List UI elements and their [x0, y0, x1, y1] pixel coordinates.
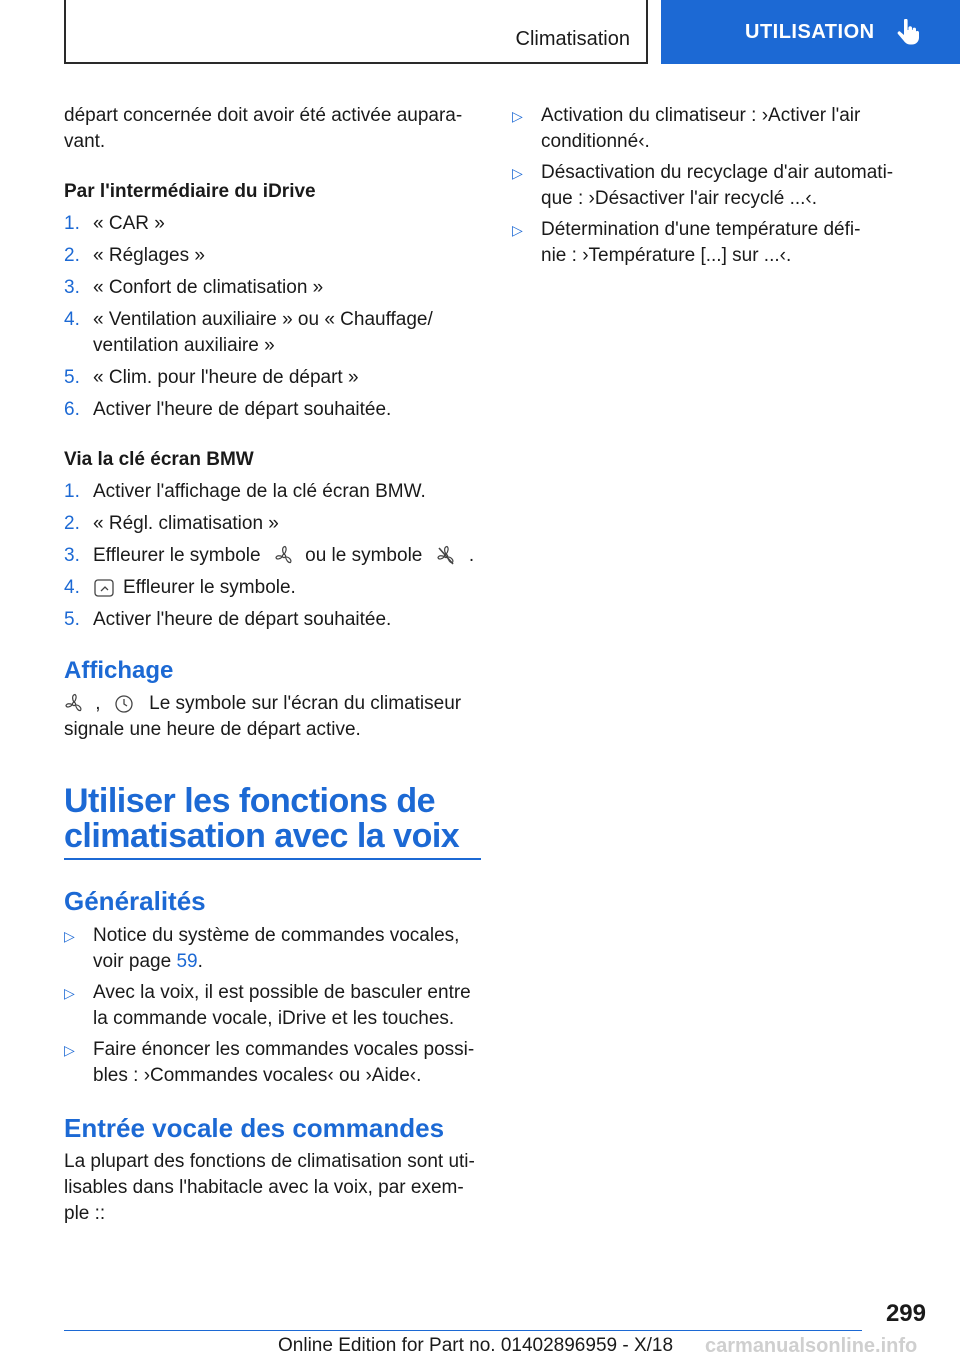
entry-line-1: La plupart des fonctions de climatisation sont uti- [64, 1151, 475, 1172]
step-number: 4. [64, 577, 80, 598]
step-text: « Réglages » [93, 245, 205, 266]
bullet-text: Notice du système de commandes vocales, [93, 925, 460, 946]
step-text [93, 575, 296, 601]
triangle-bullet-icon: ▷ [512, 222, 523, 238]
display-line-1 [64, 691, 461, 717]
chapter-tab[interactable] [661, 0, 960, 64]
entry-line-3: ple :: [64, 1203, 106, 1224]
voice-title-line-1: Utiliser les fonctions de [64, 782, 436, 820]
page-number: 299 [885, 1300, 926, 1327]
display-line-2: signale une heure de départ active. [64, 719, 361, 740]
bullet-text [93, 949, 203, 975]
display-heading: Affichage [64, 657, 174, 684]
triangle-bullet-icon: ▷ [64, 985, 75, 1001]
step-text: « Régl. climatisation » [93, 513, 279, 534]
section-title: Climatisation [515, 28, 630, 50]
bullet-text-part: . [197, 951, 203, 972]
bullet-text: bles : ›Commandes vocales‹ ou ›Aide‹. [93, 1065, 422, 1086]
bullet-text: conditionné‹. [541, 131, 650, 152]
bullet-text: nie : ›Température [...] sur ...‹. [541, 245, 792, 266]
step-number: 1. [64, 481, 80, 502]
voice-title-line-2: climatisation avec la voix [64, 817, 460, 855]
intro-line-2: vant. [64, 131, 106, 152]
bullet-text: Activation du climatiseur : ›Activer l'air [541, 105, 861, 126]
step-number: 5. [64, 609, 80, 630]
triangle-bullet-icon: ▷ [64, 928, 75, 944]
step-text: « CAR » [93, 213, 165, 234]
step-number: 4. [64, 309, 80, 330]
entry-line-2: lisables dans l'habitacle avec la voix, par exem- [64, 1177, 464, 1198]
step-number: 3. [64, 545, 80, 566]
title-underline [64, 858, 481, 860]
step-number: 2. [64, 513, 80, 534]
step-text: Activer l'heure de départ souhaitée. [93, 609, 392, 630]
step-text: « Clim. pour l'heure de départ » [93, 367, 359, 388]
bullet-text: la commande vocale, iDrive et les touches. [93, 1008, 455, 1029]
bullet-text-part: voir page [93, 951, 172, 972]
watermark: carmanualsonline.info [705, 1335, 918, 1357]
step-text-part: Effleurer le symbole [93, 545, 261, 566]
intro-line-1: départ concernée doit avoir été activée aupara- [64, 105, 463, 126]
display-text: Le symbole sur l'écran du climatiseur [149, 693, 462, 714]
bullet-text: Avec la voix, il est possible de basculer entre [93, 982, 471, 1003]
chapter-tab-label: UTILISATION [745, 20, 875, 43]
step-text: ventilation auxiliaire » [93, 335, 275, 356]
step-text [93, 543, 474, 569]
step-text-part: Effleurer le symbole. [123, 577, 296, 598]
entry-heading: Entrée vocale des commandes [64, 1113, 445, 1143]
step-number: 5. [64, 367, 80, 388]
triangle-bullet-icon: ▷ [64, 1042, 75, 1058]
footer-rule [64, 1330, 862, 1331]
bullet-text: Désactivation du recyclage d'air automati- [541, 162, 894, 183]
step-text: « Ventilation auxiliaire » ou « Chauffage/ [93, 309, 433, 330]
bullet-text: Faire énoncer les commandes vocales possi- [93, 1039, 475, 1060]
bullet-text: Détermination d'une température défi- [541, 219, 861, 240]
step-text-part: . [468, 545, 475, 566]
fan-icon [274, 545, 294, 567]
display-separator: , [95, 693, 101, 714]
page-link[interactable]: 59 [176, 951, 198, 972]
step-number: 1. [64, 213, 80, 234]
fan-icon [64, 693, 84, 715]
edition-text: Online Edition for Part no. 01402896959 - X/18 [278, 1335, 674, 1356]
step-number: 3. [64, 277, 80, 298]
general-heading: Généralités [64, 886, 206, 916]
header-frame [64, 0, 648, 64]
step-number: 2. [64, 245, 80, 266]
triangle-bullet-icon: ▷ [512, 108, 523, 124]
key-heading: Via la clé écran BMW [64, 449, 254, 470]
triangle-bullet-icon: ▷ [512, 165, 523, 181]
idrive-heading: Par l'intermédiaire du iDrive [64, 181, 316, 202]
step-number: 6. [64, 399, 80, 420]
step-text: « Confort de climatisation » [93, 277, 324, 298]
step-text-part: ou le symbole [305, 545, 423, 566]
clock-icon [114, 694, 134, 714]
timer-fan-icon [93, 577, 115, 599]
fan-crossed-icon [436, 545, 456, 567]
step-text: Activer l'affichage de la clé écran BMW. [93, 481, 426, 502]
bullet-text: que : ›Désactiver l'air recyclé ...‹. [541, 188, 818, 209]
step-text: Activer l'heure de départ souhaitée. [93, 399, 392, 420]
hand-pointer-icon [897, 19, 919, 45]
